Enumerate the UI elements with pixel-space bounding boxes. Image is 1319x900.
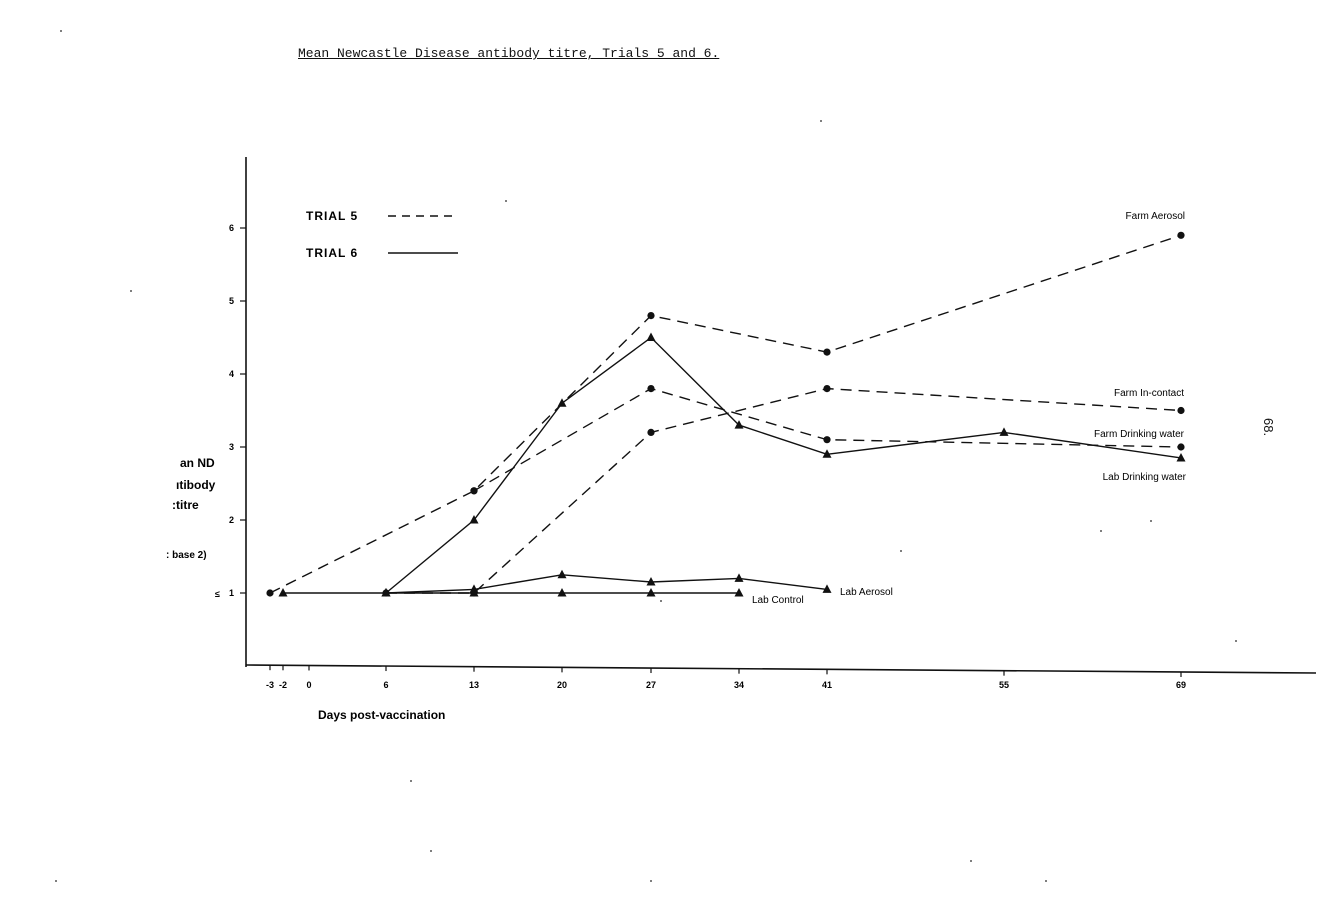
- series-line: [386, 575, 827, 593]
- data-point: [279, 588, 288, 597]
- scan-speck: [130, 290, 132, 292]
- series-line: [386, 338, 1181, 594]
- legend-label: TRIAL 6: [306, 246, 359, 260]
- x-tick-label: -2: [278, 680, 288, 690]
- scan-speck: [820, 120, 822, 122]
- y-axis-title-line: : base 2): [166, 550, 207, 561]
- x-tick-label: 69: [1175, 680, 1187, 690]
- data-point: [647, 429, 654, 436]
- y-min-label: ≤: [215, 589, 220, 599]
- scan-speck: [1100, 530, 1102, 532]
- scan-speck: [505, 200, 507, 202]
- x-tick-label: 13: [468, 680, 480, 690]
- data-point: [647, 312, 654, 319]
- y-tick-label: 2: [228, 515, 234, 525]
- data-point: [823, 349, 830, 356]
- x-tick-label: -3: [265, 680, 275, 690]
- scan-speck: [1235, 640, 1237, 642]
- x-tick-label: 20: [556, 680, 568, 690]
- x-tick-label: 27: [645, 680, 657, 690]
- x-tick-label: 41: [821, 680, 833, 690]
- scan-speck: [1045, 880, 1047, 882]
- series-label: Lab Aerosol: [840, 587, 893, 598]
- series-label: Farm Aerosol: [1125, 211, 1185, 222]
- data-point: [735, 588, 744, 597]
- scan-speck: [1150, 520, 1152, 522]
- x-tick-label: 34: [733, 680, 745, 690]
- data-point: [1177, 443, 1184, 450]
- x-tick-label: 55: [998, 680, 1010, 690]
- series-label: Farm In-contact: [1113, 388, 1184, 399]
- y-tick-label: 1: [228, 588, 234, 598]
- page-title: Mean Newcastle Disease antibody titre, Trials 5 and 6.: [298, 46, 720, 61]
- y-axis-title: [166, 456, 216, 561]
- chart-axes: [215, 157, 1316, 690]
- data-point: [1177, 407, 1184, 414]
- data-point: [558, 398, 567, 407]
- data-point: [647, 385, 654, 392]
- data-point: [823, 436, 830, 443]
- x-axis-title: Days post-vaccination: [318, 708, 446, 722]
- series-label: Lab Control: [752, 595, 804, 606]
- data-point: [470, 487, 477, 494]
- y-tick-label: 4: [228, 369, 234, 379]
- x-tick-label: 6: [383, 680, 389, 690]
- scan-speck: [660, 600, 662, 602]
- x-axis-line: [246, 665, 1316, 673]
- series-label: Farm Drinking water: [1093, 429, 1184, 440]
- series-labels: [752, 211, 1187, 606]
- legend-label: TRIAL 5: [306, 209, 359, 223]
- data-point: [1177, 232, 1184, 239]
- page-number: 68.: [1261, 418, 1276, 437]
- scan-speck: [970, 860, 972, 862]
- data-point: [735, 573, 744, 582]
- y-tick-label: 5: [228, 296, 234, 306]
- y-tick-label: 3: [228, 442, 234, 452]
- y-tick-label: 6: [228, 223, 234, 233]
- data-point: [558, 570, 567, 579]
- y-axis-title-line: ıtibody: [176, 478, 216, 492]
- scan-speck: [60, 30, 62, 32]
- data-point: [1000, 427, 1009, 436]
- series-label: Lab Drinking water: [1102, 472, 1186, 483]
- data-point: [266, 589, 273, 596]
- data-point: [647, 333, 656, 342]
- data-point: [647, 588, 656, 597]
- scan-speck: [650, 880, 652, 882]
- data-point: [823, 385, 830, 392]
- chart-series: [270, 235, 1181, 593]
- scan-speck: [410, 780, 412, 782]
- legend: [306, 209, 458, 260]
- scan-speck: [430, 850, 432, 852]
- x-tick-label: 0: [306, 680, 312, 690]
- data-point: [558, 588, 567, 597]
- y-axis-title-line: an ND: [180, 456, 215, 470]
- series-line: [386, 389, 1181, 593]
- y-axis-title-line: :titre: [172, 498, 199, 512]
- scan-speck: [55, 880, 57, 882]
- scan-speck: [900, 550, 902, 552]
